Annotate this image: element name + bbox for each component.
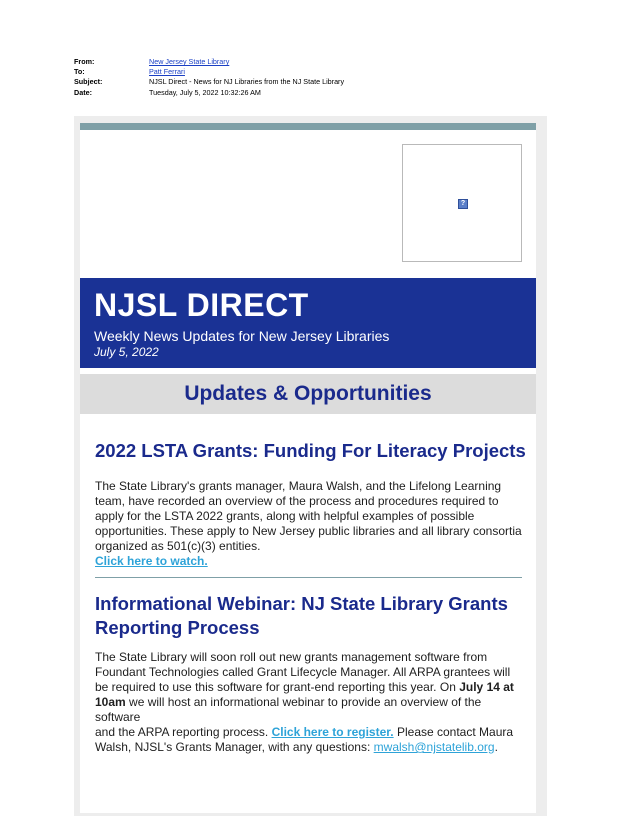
date-value: Tuesday, July 5, 2022 10:32:26 AM <box>149 87 261 97</box>
watch-link[interactable]: Click here to watch. <box>95 554 208 568</box>
section-divider <box>95 577 522 578</box>
webinar-time: 10am <box>95 695 126 709</box>
article2-body <box>95 650 527 755</box>
banner-subtitle: Weekly News Updates for New Jersey Libraries <box>94 328 390 344</box>
article2-title-line: Reporting Process <box>95 617 260 638</box>
broken-image-icon: ? <box>458 199 468 209</box>
article1-line: organized as 501(c)(3) entities. <box>95 539 261 553</box>
article2-line <box>95 695 527 725</box>
article1-title: 2022 LSTA Grants: Funding For Literacy Projects <box>95 440 526 461</box>
article1-line: opportunities. These apply to New Jersey public libraries and all library consortia <box>95 524 522 538</box>
banner <box>80 278 536 368</box>
subject-value: NJSL Direct - News for NJ Libraries from the NJ State Library <box>149 77 345 87</box>
webinar-date: July 14 at <box>459 680 514 694</box>
article1-line: team, have recorded an overview of the process and procedures required to <box>95 494 499 508</box>
to-row <box>74 67 344 77</box>
email-header <box>74 57 344 98</box>
date-label: Date: <box>74 87 92 97</box>
article2-title-line: Informational Webinar: NJ State Library Grants <box>95 593 508 614</box>
article2-text: Walsh, NJSL's Grants Manager, with any questions: <box>95 740 371 754</box>
article1-line: The State Library's grants manager, Maura Walsh, and the Lifelong Learning <box>95 479 502 493</box>
article2-text: we will host an informational webinar to provide an overview of the software <box>95 695 482 724</box>
subject-row <box>74 77 344 87</box>
article2-title <box>95 592 508 640</box>
section-title: Updates & Opportunities <box>184 382 432 405</box>
article2-text: and the ARPA reporting process. <box>95 725 269 739</box>
article2-line <box>95 725 527 740</box>
article2-text: be required to use this software for grant-end reporting this year. On <box>95 680 456 694</box>
from-row <box>74 57 344 67</box>
banner-title: NJSL DIRECT <box>94 287 309 323</box>
from-link[interactable]: New Jersey State Library <box>149 57 230 66</box>
article2-text: . <box>494 740 498 754</box>
top-accent-bar <box>80 123 536 130</box>
subject-label: Subject: <box>74 77 103 87</box>
article1-line: apply for the LSTA 2022 grants, along with helpful examples of possible <box>95 509 475 523</box>
email-link[interactable]: mwalsh@njstatelib.org <box>373 740 495 754</box>
date-row <box>74 88 344 98</box>
to-label: To: <box>74 67 85 77</box>
article2-text: Please contact Maura <box>396 725 514 739</box>
to-link[interactable]: Patt Ferrari <box>149 67 185 77</box>
section-header <box>80 374 536 414</box>
logo-image-placeholder <box>402 144 522 262</box>
article2-line: The State Library will soon roll out new grants management software from <box>95 650 488 664</box>
register-link[interactable]: Click here to register. <box>271 725 394 739</box>
from-label: From: <box>74 57 95 66</box>
article1-body <box>95 479 527 569</box>
article2-line <box>95 740 527 755</box>
banner-date: July 5, 2022 <box>94 345 159 359</box>
article2-line: Foundant Technologies called Grant Lifecycle Manager. All ARPA grantees will <box>95 665 511 679</box>
article2-line <box>95 680 527 695</box>
